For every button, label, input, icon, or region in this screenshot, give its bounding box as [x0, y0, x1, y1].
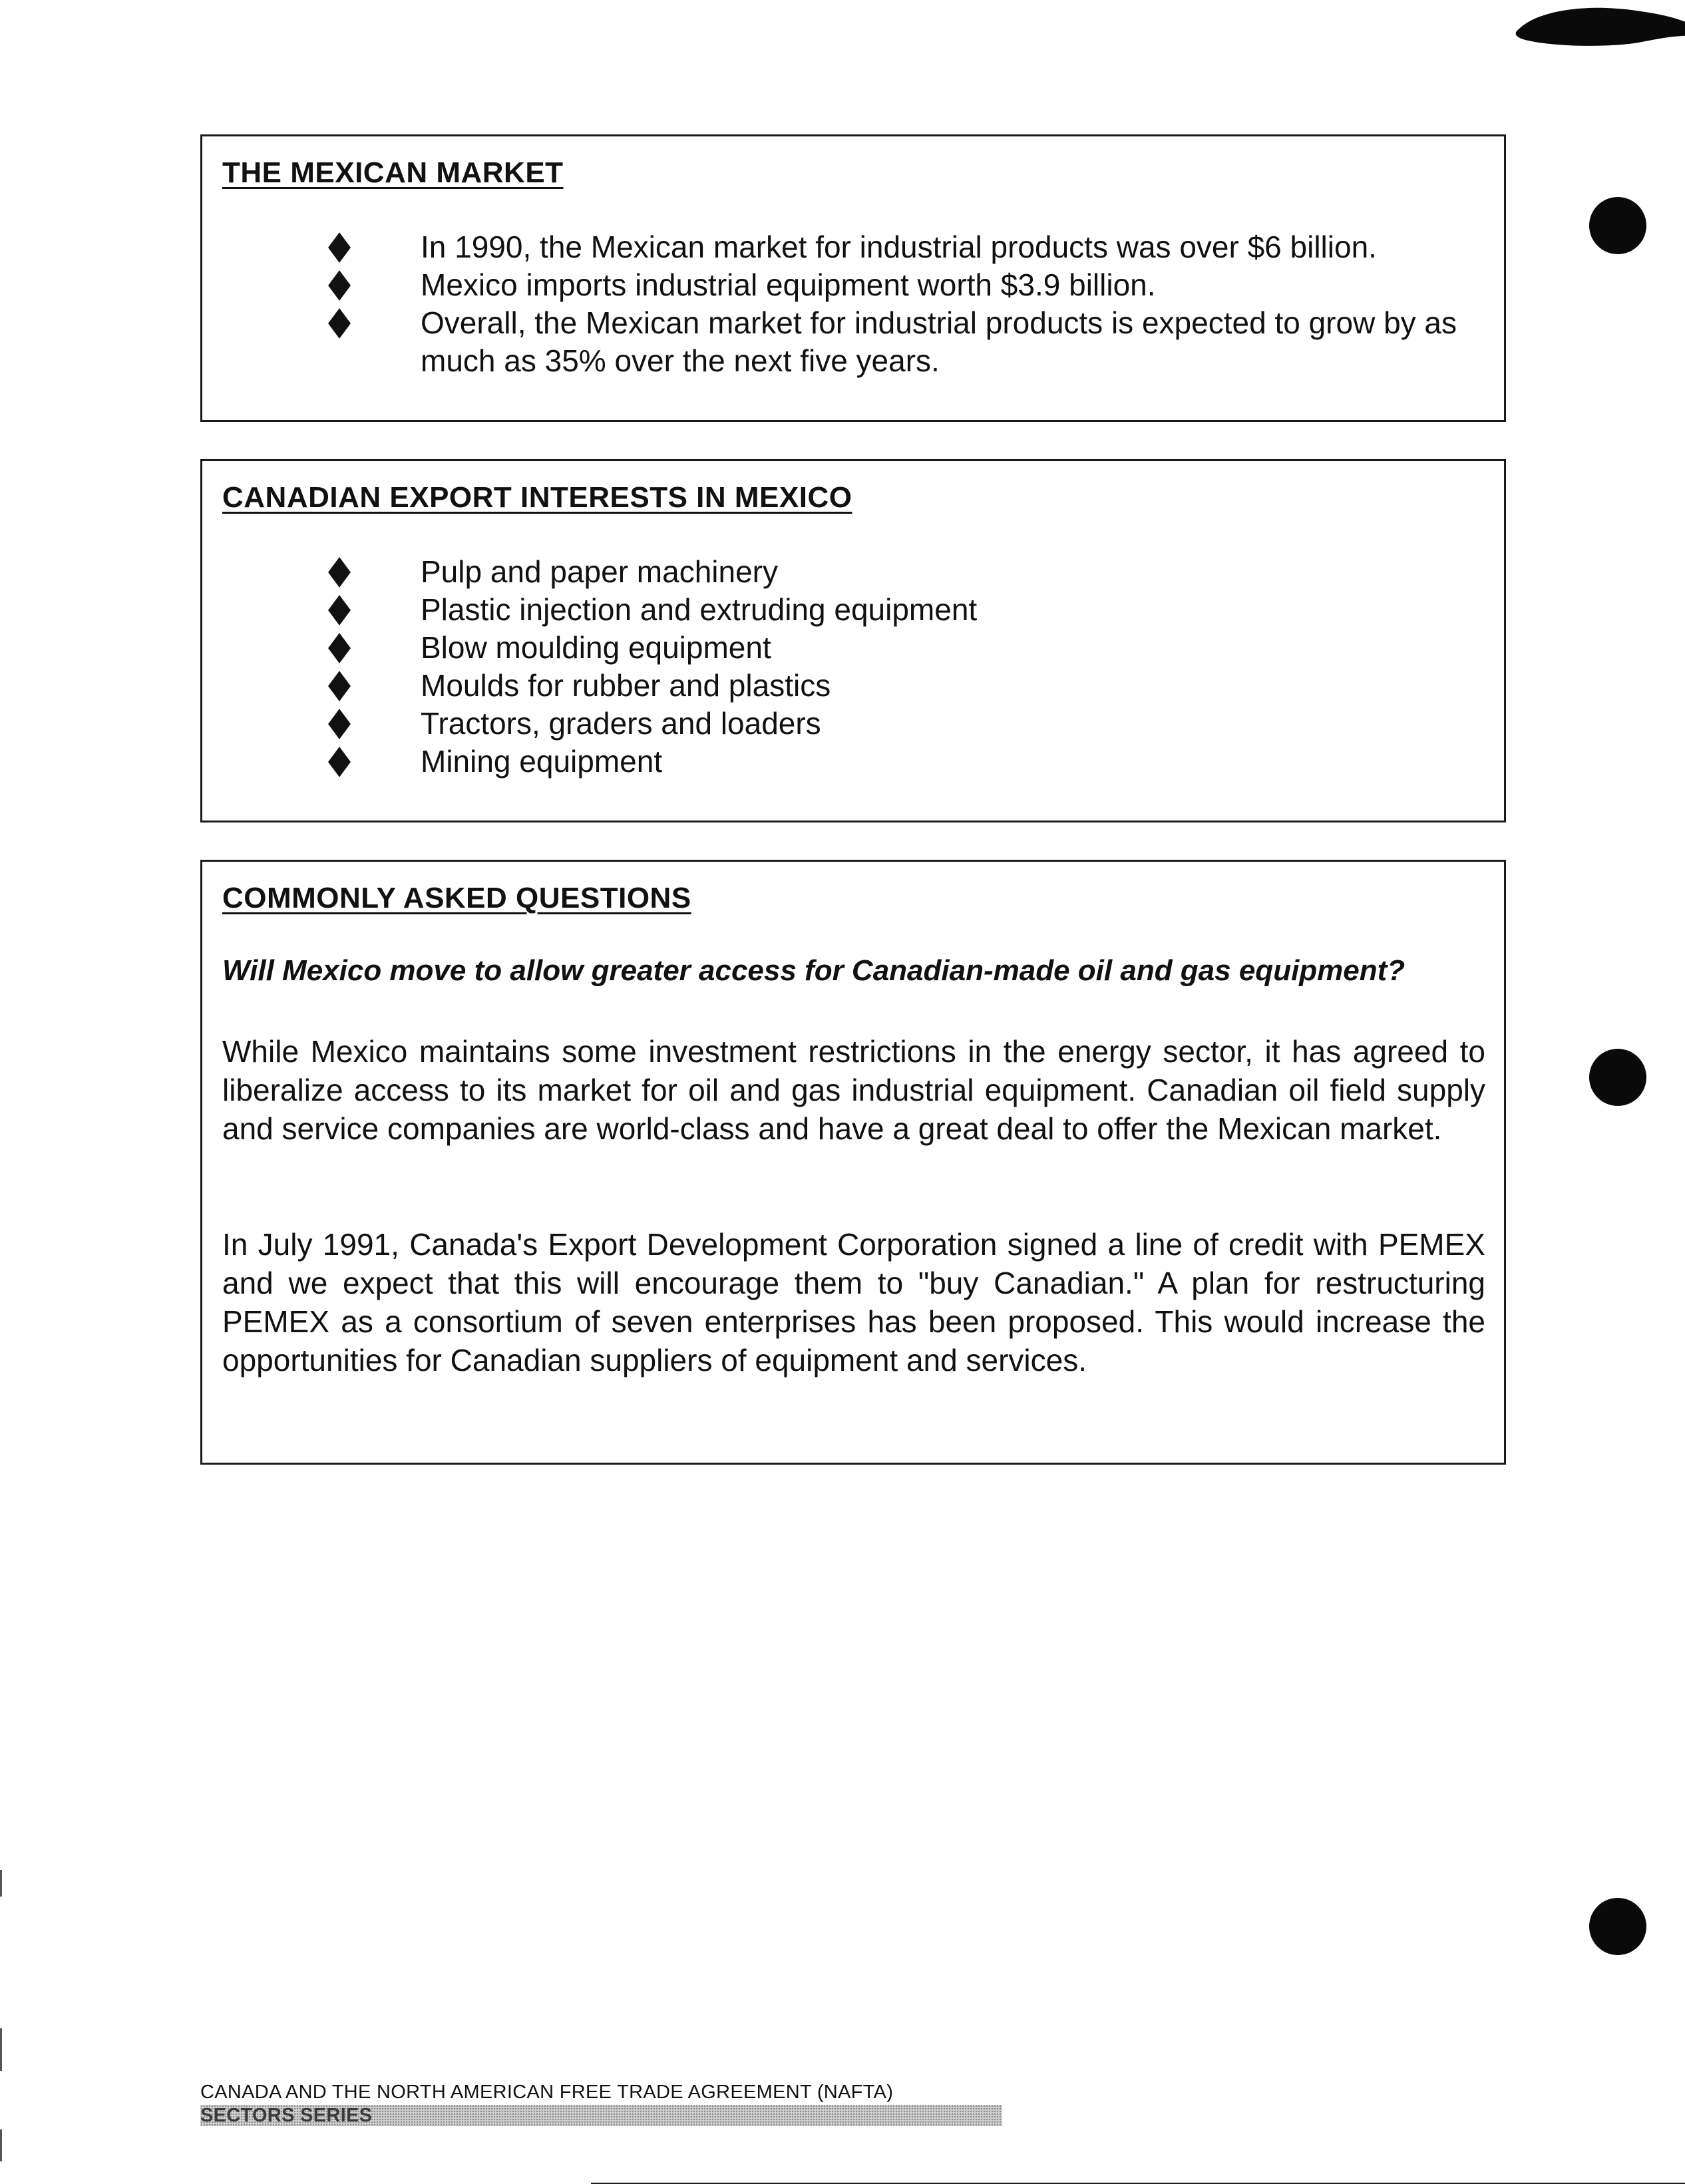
- common-questions-box: [200, 860, 1506, 1465]
- list-item-text: Plastic injection and extruding equipment: [421, 592, 978, 627]
- list-item-text: Moulds for rubber and plastics: [421, 668, 831, 703]
- list-item-text: Mexico imports industrial equipment worth $3.9 billion.: [421, 268, 1156, 302]
- mexican-market-title: THE MEXICAN MARKET: [222, 156, 564, 189]
- list-item-text: Overall, the Mexican market for industrial products is expected to grow by as much as 35% over the next five years.: [421, 305, 1457, 378]
- list-item-text: Pulp and paper machinery: [421, 554, 778, 589]
- export-interests-box: [200, 459, 1506, 822]
- answer-paragraph: While Mexico maintains some investment restrictions in the energy sector, it has agreed to liberalize access to its market for oil and gas industrial equipment. Canadian oil field supply and service companies are world-class and have a great deal to offer the Mexican market.: [222, 1034, 1485, 1146]
- export-interests-title: CANADIAN EXPORT INTERESTS IN MEXICO: [222, 481, 852, 514]
- punch-hole-icon: [1589, 197, 1646, 254]
- mexican-market-box: [200, 134, 1506, 422]
- list-item-text: Blow moulding equipment: [421, 630, 771, 665]
- diamond-bullet-icon: [327, 311, 351, 335]
- list-item: [202, 304, 1484, 380]
- list-item: [202, 266, 1484, 304]
- diamond-bullet-icon: [327, 235, 351, 260]
- punch-hole-icon: [1589, 1049, 1646, 1106]
- scan-margin-mark: [0, 2028, 2, 2071]
- common-questions-title: COMMONLY ASKED QUESTIONS: [222, 882, 691, 914]
- diamond-bullet-icon: [327, 636, 351, 660]
- question-heading: Will Mexico move to allow greater access for Canadian-made oil and gas equipment?: [222, 954, 1405, 987]
- list-item-text: Tractors, graders and loaders: [421, 706, 821, 741]
- list-item-text: In 1990, the Mexican market for industrial products was over $6 billion.: [421, 230, 1377, 264]
- diamond-bullet-icon: [327, 560, 351, 584]
- list-item: [202, 228, 1484, 266]
- scan-margin-mark: [0, 2129, 2, 2161]
- list-item: [202, 743, 1484, 781]
- diamond-bullet-icon: [327, 673, 351, 698]
- list-item: [202, 667, 1484, 705]
- list-item: [202, 591, 1484, 629]
- scan-margin-mark: [0, 1870, 2, 1897]
- list-item: [202, 705, 1484, 743]
- export-interests-list: [202, 553, 1484, 781]
- mexican-market-list: [202, 228, 1484, 380]
- diamond-bullet-icon: [327, 711, 351, 736]
- diamond-bullet-icon: [327, 273, 351, 297]
- list-item-text: Mining equipment: [421, 744, 663, 779]
- footer-publication-title: CANADA AND THE NORTH AMERICAN FREE TRADE AGREEMENT (NAFTA): [200, 2082, 894, 2103]
- ink-blot-mark: [1512, 3, 1685, 49]
- diamond-bullet-icon: [327, 749, 351, 774]
- list-item: [202, 553, 1484, 591]
- punch-hole-icon: [1589, 1898, 1646, 1955]
- footer-series-label: SECTORS SERIES: [200, 2105, 373, 2126]
- answer-paragraph: In July 1991, Canada's Export Development Corporation signed a line of credit with PEMEX and we expect that this will encourage them to "buy Canadian." A plan for restructuring PEMEX as a consortium of seven enterprises has been proposed. This would increase the opportunities for Canadian suppliers of equipment and services.: [222, 1227, 1485, 1377]
- list-item: [202, 629, 1484, 667]
- diamond-bullet-icon: [327, 598, 351, 622]
